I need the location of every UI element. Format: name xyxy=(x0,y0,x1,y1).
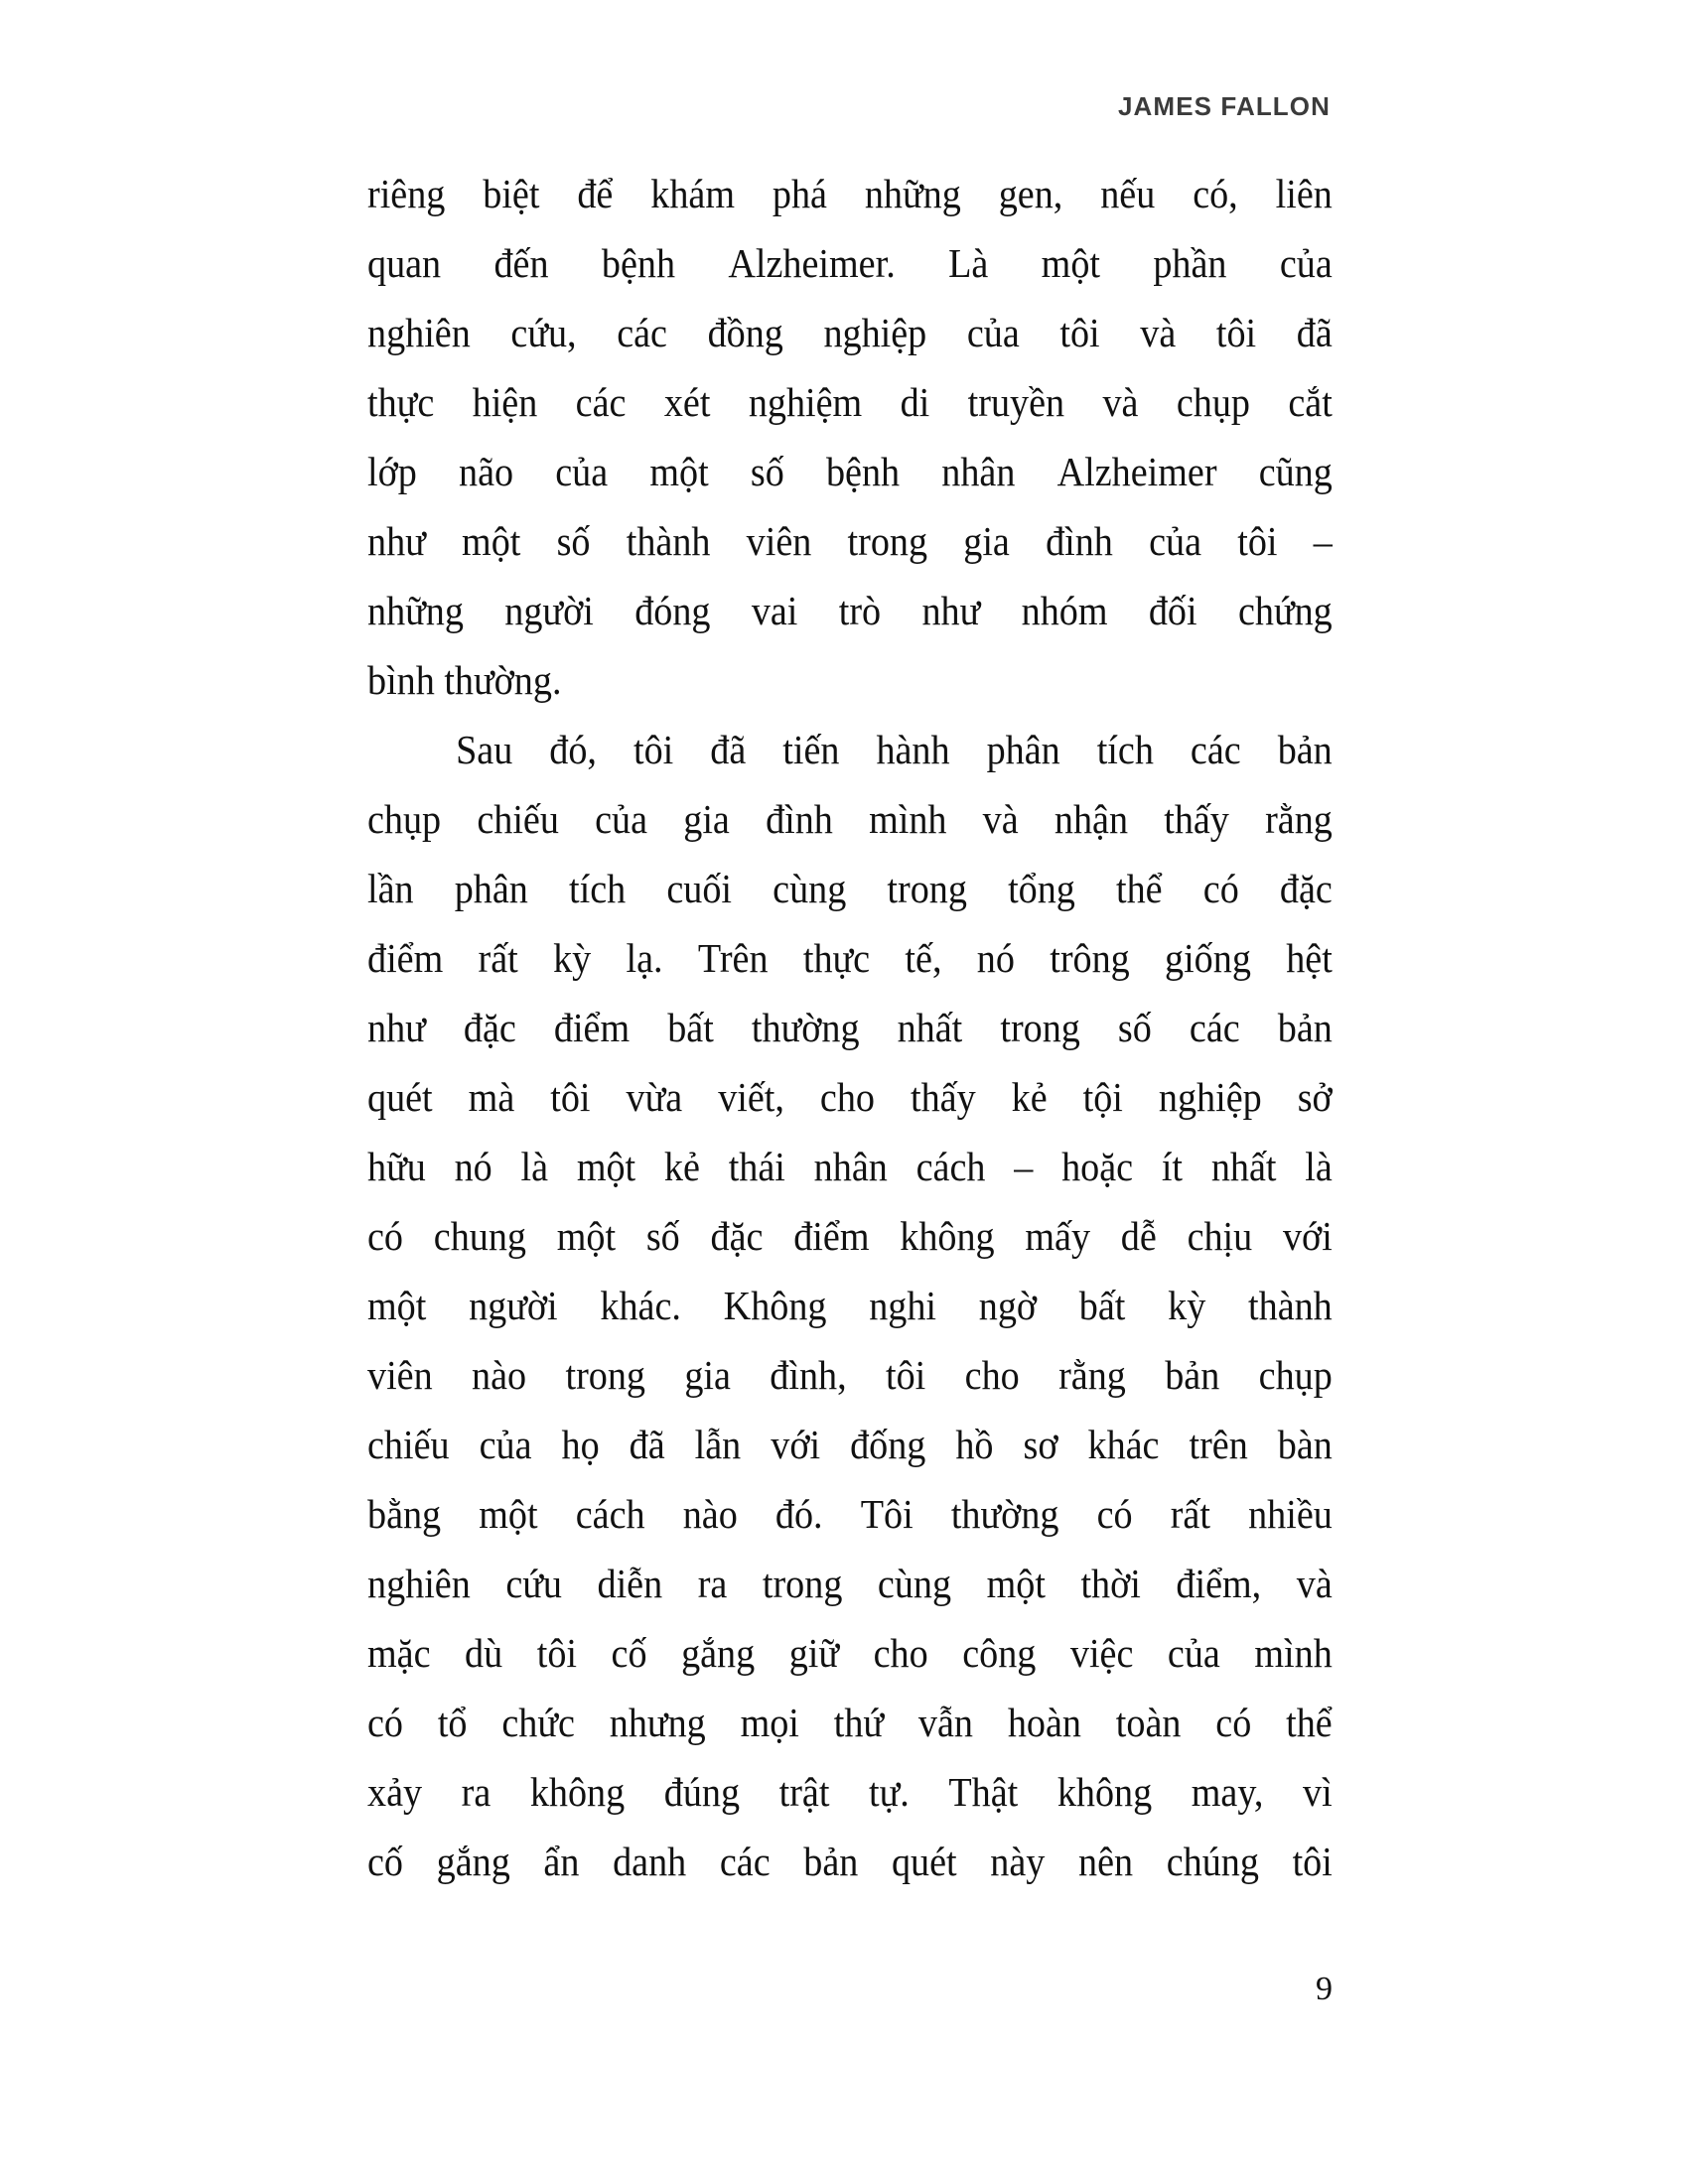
word: thực xyxy=(367,379,435,425)
word: nghiệp xyxy=(1158,1074,1262,1120)
word: bệnh xyxy=(825,449,901,494)
word: đồng xyxy=(707,310,783,355)
word: kẻ xyxy=(1011,1074,1048,1120)
text-line xyxy=(367,784,1333,854)
word: sơ xyxy=(1023,1422,1058,1467)
word: truyền xyxy=(967,379,1065,425)
word: đúng xyxy=(663,1769,741,1815)
word: có xyxy=(1202,866,1239,911)
word: quét xyxy=(891,1839,957,1884)
word: nên xyxy=(1078,1839,1134,1884)
word: nghiên xyxy=(367,310,471,355)
word: bất xyxy=(667,1005,714,1050)
word: tổng xyxy=(1008,866,1075,911)
word: nhất xyxy=(897,1005,963,1050)
word: Là xyxy=(948,240,989,286)
word: thực xyxy=(802,935,871,981)
word: viết, xyxy=(718,1074,784,1120)
word: bất xyxy=(1078,1283,1126,1328)
word: chiếu xyxy=(477,796,559,842)
word: tự. xyxy=(869,1769,910,1815)
word: di xyxy=(900,379,930,425)
word: không xyxy=(529,1769,626,1815)
word: một xyxy=(1041,240,1101,286)
word: tôi xyxy=(1059,310,1100,355)
word: bằng xyxy=(367,1491,442,1537)
word: vừa xyxy=(626,1074,683,1120)
word: đã xyxy=(1296,310,1333,355)
word: kỳ xyxy=(1168,1283,1206,1328)
word: và xyxy=(1296,1561,1333,1606)
word: nó xyxy=(454,1144,492,1189)
word: kỳ xyxy=(553,935,592,981)
text-line xyxy=(367,1827,1333,1896)
word: số xyxy=(645,1213,680,1259)
word: những xyxy=(864,171,961,216)
word: của xyxy=(966,310,1020,355)
word: trong xyxy=(887,866,967,911)
word: những xyxy=(367,588,464,633)
word: đã xyxy=(710,727,747,772)
word: thấy xyxy=(910,1074,976,1120)
word: tôi xyxy=(536,1630,577,1676)
word: thời xyxy=(1080,1561,1141,1606)
paragraph-1 xyxy=(367,159,1333,715)
word: có xyxy=(367,1213,403,1259)
word: lớp xyxy=(367,449,417,494)
word: có, xyxy=(1193,171,1238,216)
word: rất xyxy=(478,935,518,981)
paragraph-2 xyxy=(367,715,1333,1896)
word: Thật xyxy=(948,1769,1019,1815)
text-line xyxy=(367,1618,1333,1688)
word: thể xyxy=(1116,866,1163,911)
text-line xyxy=(367,1410,1333,1479)
word: tích xyxy=(569,866,627,911)
word: một xyxy=(576,1144,636,1189)
word: cho xyxy=(964,1352,1020,1398)
word: nghiên xyxy=(367,1561,471,1606)
word: một xyxy=(462,518,521,564)
text-line xyxy=(367,437,1333,506)
word: người xyxy=(504,588,594,633)
word: cùng xyxy=(877,1561,952,1606)
text-line xyxy=(367,1479,1333,1549)
word: trên xyxy=(1189,1422,1248,1467)
word: tế, xyxy=(905,935,942,981)
paragraph-indent xyxy=(367,715,419,784)
word: biệt xyxy=(483,171,540,216)
word: bản xyxy=(1165,1352,1220,1398)
word: – xyxy=(1313,518,1333,564)
text-line xyxy=(367,228,1333,298)
word: thường xyxy=(751,1005,860,1050)
word: cũng xyxy=(1258,449,1333,494)
word: phá xyxy=(772,171,827,216)
word: quan xyxy=(367,240,442,286)
word: hữu xyxy=(367,1144,426,1189)
word: gắng xyxy=(681,1630,756,1676)
word: bàn xyxy=(1277,1422,1333,1467)
word: trong xyxy=(847,518,928,564)
word: đã xyxy=(629,1422,665,1467)
word: có xyxy=(1096,1491,1133,1537)
word: mình xyxy=(1254,1630,1333,1676)
word: đình xyxy=(1046,518,1113,564)
word: cứu, xyxy=(510,310,577,355)
word: nhân xyxy=(813,1144,888,1189)
word: bản xyxy=(1277,1005,1333,1050)
word: Alzheimer. xyxy=(728,240,896,286)
word: nhân xyxy=(941,449,1016,494)
text-line xyxy=(367,993,1333,1062)
word: và xyxy=(982,796,1019,842)
word: với xyxy=(771,1422,821,1467)
word: là xyxy=(1305,1144,1333,1189)
word: tổ xyxy=(437,1700,468,1745)
word: phân xyxy=(454,866,528,911)
word: điểm xyxy=(367,935,444,981)
word: người xyxy=(469,1283,558,1328)
word: của xyxy=(595,796,648,842)
word: gắng xyxy=(436,1839,510,1884)
word: điểm xyxy=(793,1213,870,1259)
word: nó xyxy=(976,935,1015,981)
text-line xyxy=(367,645,1265,715)
word: chung xyxy=(433,1213,526,1259)
word: nhiều xyxy=(1248,1491,1333,1537)
word: rằng xyxy=(1058,1352,1126,1398)
word: mặc xyxy=(367,1630,431,1676)
word: ra xyxy=(461,1769,492,1815)
word: nghiệm xyxy=(748,379,863,425)
word: cùng xyxy=(773,866,847,911)
word: tôi xyxy=(633,727,674,772)
text-line xyxy=(367,1688,1333,1757)
word: để xyxy=(577,171,614,216)
text-line xyxy=(367,1062,1333,1132)
word: thường xyxy=(950,1491,1059,1537)
word: một xyxy=(986,1561,1046,1606)
word: bản xyxy=(1277,727,1333,772)
word: bệnh xyxy=(601,240,676,286)
word: này xyxy=(990,1839,1046,1884)
word: nếu xyxy=(1100,171,1156,216)
word: các xyxy=(719,1839,771,1884)
word: danh xyxy=(613,1839,687,1884)
word: ngờ xyxy=(978,1283,1038,1328)
word: chụp xyxy=(367,796,442,842)
word: liên xyxy=(1275,171,1333,216)
word: lẫn xyxy=(694,1422,742,1467)
word: và xyxy=(1102,379,1139,425)
word: thái xyxy=(728,1144,785,1189)
word: các xyxy=(1190,727,1241,772)
text-line xyxy=(367,159,1333,228)
text-line xyxy=(367,1201,1333,1271)
word: chúng xyxy=(1166,1839,1259,1884)
word: khác xyxy=(1087,1422,1160,1467)
word: Sau xyxy=(456,727,513,772)
word: trong xyxy=(565,1352,645,1398)
word: đặc xyxy=(1279,866,1333,911)
word: giống xyxy=(1165,935,1251,981)
word: gia xyxy=(684,1352,731,1398)
word: vì xyxy=(1303,1769,1333,1815)
word: tiến xyxy=(782,727,840,772)
word: trong xyxy=(1000,1005,1080,1050)
word: bản xyxy=(803,1839,859,1884)
word: chứng xyxy=(1237,588,1333,633)
word: điểm xyxy=(553,1005,631,1050)
word: gen, xyxy=(998,171,1063,216)
word: đóng xyxy=(634,588,711,633)
word: tôi xyxy=(550,1074,591,1120)
word: khác. xyxy=(600,1283,681,1328)
text-line xyxy=(367,367,1333,437)
word: nghiệp xyxy=(823,310,927,355)
word: phần xyxy=(1153,240,1227,286)
word: ra xyxy=(697,1561,728,1606)
word: bình thường. xyxy=(367,657,562,703)
word: nào xyxy=(682,1491,738,1537)
word: của xyxy=(555,449,609,494)
word: thấy xyxy=(1164,796,1229,842)
word: trong xyxy=(762,1561,843,1606)
word: một xyxy=(367,1283,427,1328)
word: chức xyxy=(501,1700,575,1745)
running-head: JAMES FALLON xyxy=(1118,91,1331,121)
word: riêng xyxy=(367,171,446,216)
word: của xyxy=(479,1422,532,1467)
word: não xyxy=(459,449,514,494)
word: như xyxy=(367,518,426,564)
word: chụp xyxy=(1176,379,1250,425)
text-line xyxy=(367,1132,1333,1201)
word: số xyxy=(556,518,591,564)
word: nhóm xyxy=(1021,588,1108,633)
text-line xyxy=(367,506,1333,576)
word: trông xyxy=(1050,935,1130,981)
word: nhưng xyxy=(609,1700,706,1745)
word: trò xyxy=(838,588,882,633)
word: mình xyxy=(869,796,947,842)
word: lạ. xyxy=(626,935,663,981)
word: sở xyxy=(1297,1074,1333,1120)
word: đình xyxy=(766,796,833,842)
word: xét xyxy=(663,379,711,425)
text-line xyxy=(367,854,1333,923)
word: của xyxy=(1149,518,1202,564)
word: ít xyxy=(1161,1144,1184,1189)
word: hệt xyxy=(1286,935,1333,981)
word: của xyxy=(1279,240,1333,286)
word: xảy xyxy=(367,1769,423,1815)
word: như xyxy=(367,1005,426,1050)
word: gia xyxy=(683,796,730,842)
word: quét xyxy=(367,1074,433,1120)
word: cuối xyxy=(666,866,733,911)
word: các xyxy=(1189,1005,1240,1050)
word: chiếu xyxy=(367,1422,450,1467)
word: vai xyxy=(751,588,798,633)
word: tôi xyxy=(886,1352,926,1398)
word: viên xyxy=(367,1352,433,1398)
word: hoặc xyxy=(1061,1144,1134,1189)
word: như xyxy=(921,588,981,633)
word: một xyxy=(556,1213,617,1259)
word: là xyxy=(520,1144,549,1189)
body-text-block xyxy=(367,159,1333,1896)
word: cắt xyxy=(1288,379,1333,425)
word: gia xyxy=(963,518,1010,564)
word: số xyxy=(1117,1005,1152,1050)
word: của xyxy=(1167,1630,1220,1676)
word: mà xyxy=(468,1074,515,1120)
word: toàn xyxy=(1115,1700,1182,1745)
word: Trên xyxy=(697,935,769,981)
word: dễ xyxy=(1120,1213,1157,1259)
text-line xyxy=(367,298,1333,367)
word: tôi xyxy=(1237,518,1278,564)
word: đối xyxy=(1148,588,1197,633)
text-line xyxy=(367,1757,1333,1827)
word: công xyxy=(962,1630,1037,1676)
word: ẩn xyxy=(543,1839,580,1884)
word: nghi xyxy=(869,1283,937,1328)
word: trật xyxy=(778,1769,830,1815)
word: khám xyxy=(650,171,735,216)
word: Alzheimer xyxy=(1056,449,1217,494)
text-line xyxy=(367,923,1333,993)
text-line xyxy=(367,1549,1333,1618)
word: giữ xyxy=(788,1630,840,1676)
word: thứ xyxy=(833,1700,885,1745)
word: họ xyxy=(561,1422,600,1467)
word: và xyxy=(1140,310,1177,355)
word: cách xyxy=(915,1144,986,1189)
word: phân xyxy=(986,727,1060,772)
word: tôi xyxy=(1215,310,1257,355)
word: rằng xyxy=(1265,796,1333,842)
word: có xyxy=(1215,1700,1252,1745)
word: rất xyxy=(1170,1491,1210,1537)
word: hiện xyxy=(472,379,538,425)
page-number: 9 xyxy=(1316,1971,1333,2007)
word: thành xyxy=(1248,1283,1333,1328)
word: đến xyxy=(493,240,549,286)
word: may, xyxy=(1191,1769,1264,1815)
word: thành xyxy=(626,518,711,564)
word: các xyxy=(575,379,627,425)
word: nhất xyxy=(1210,1144,1277,1189)
word: cho xyxy=(873,1630,928,1676)
word: mọi xyxy=(740,1700,799,1745)
word: nhận xyxy=(1054,796,1129,842)
word: đặc xyxy=(463,1005,516,1050)
word: hành xyxy=(876,727,950,772)
word: đó. xyxy=(774,1491,823,1537)
word: dù xyxy=(465,1630,503,1676)
word: đống xyxy=(850,1422,926,1467)
word: viên xyxy=(746,518,812,564)
word: một xyxy=(649,449,709,494)
word: cách xyxy=(575,1491,645,1537)
word: tích xyxy=(1096,727,1154,772)
word: nào xyxy=(472,1352,527,1398)
word: hoàn xyxy=(1007,1700,1081,1745)
text-line xyxy=(367,576,1333,645)
word: với xyxy=(1282,1213,1333,1259)
word: lần xyxy=(367,866,414,911)
word: Không xyxy=(723,1283,827,1328)
word: cố xyxy=(367,1839,403,1884)
word: không xyxy=(900,1213,995,1259)
word: đặc xyxy=(710,1213,764,1259)
word: chịu xyxy=(1187,1213,1253,1259)
word: đình, xyxy=(770,1352,847,1398)
word: không xyxy=(1056,1769,1153,1815)
word: việc xyxy=(1069,1630,1134,1676)
text-line xyxy=(367,1271,1333,1340)
word: tội xyxy=(1082,1074,1123,1120)
word: cho xyxy=(819,1074,875,1120)
text-line xyxy=(367,1340,1333,1410)
word: đó, xyxy=(549,727,597,772)
word: diễn xyxy=(597,1561,663,1606)
word: chụp xyxy=(1258,1352,1333,1398)
word: vẫn xyxy=(917,1700,973,1745)
word: tôi xyxy=(1292,1839,1333,1884)
word: có xyxy=(367,1700,403,1745)
word: cố xyxy=(611,1630,647,1676)
word: các xyxy=(617,310,667,355)
word: một xyxy=(479,1491,538,1537)
word: kẻ xyxy=(663,1144,700,1189)
word: hồ xyxy=(955,1422,994,1467)
word: – xyxy=(1014,1144,1034,1189)
word: mấy xyxy=(1025,1213,1091,1259)
word: số xyxy=(750,449,784,494)
word: cứu xyxy=(505,1561,562,1606)
text-line xyxy=(367,715,1333,784)
word: thể xyxy=(1286,1700,1333,1745)
word: điểm, xyxy=(1176,1561,1262,1606)
word: Tôi xyxy=(860,1491,914,1537)
